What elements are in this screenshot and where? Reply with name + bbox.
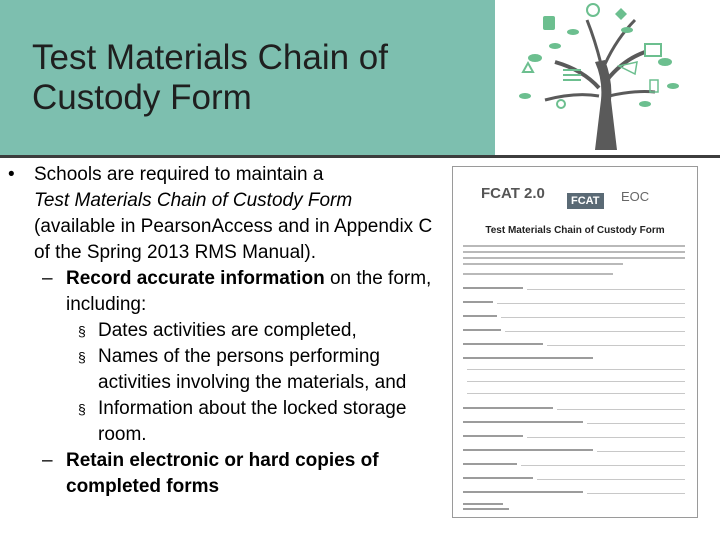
list-item: Information about the locked storage room. bbox=[98, 398, 407, 445]
form-field-line bbox=[537, 479, 685, 480]
sub-bullet-retain bbox=[0, 448, 440, 500]
square-marker: § bbox=[78, 349, 86, 365]
tree-icon bbox=[495, 0, 720, 155]
form-field-line bbox=[527, 289, 685, 290]
availability-text: (available in PearsonAccess and in Appendix C of the Spring 2013 RMS Manual). bbox=[34, 216, 433, 263]
fcat-logo: FCAT bbox=[567, 193, 604, 209]
education-tree-graphic bbox=[495, 0, 720, 155]
form-field-label bbox=[463, 329, 501, 331]
list-item: Dates activities are completed, bbox=[98, 320, 357, 341]
custody-form-image bbox=[452, 166, 698, 518]
form-field-line bbox=[467, 393, 685, 394]
form-field-line bbox=[557, 409, 685, 410]
bullet-list bbox=[0, 162, 440, 500]
bullet-item-requirement bbox=[0, 162, 440, 266]
record-bold-text: Record accurate information bbox=[66, 268, 325, 289]
form-field-label bbox=[463, 477, 533, 479]
form-field-label bbox=[463, 463, 517, 465]
form-field-label bbox=[463, 407, 553, 409]
list-item: Names of the persons performing activities involving the materials, and bbox=[98, 346, 407, 393]
form-name-text: Test Materials Chain of Custody Form bbox=[34, 190, 353, 211]
sub-bullet-record bbox=[0, 266, 440, 318]
form-field-line bbox=[587, 493, 685, 494]
eoc-logo: EOC bbox=[621, 189, 650, 204]
form-text-line bbox=[463, 251, 685, 253]
form-field-label bbox=[463, 357, 593, 359]
header-divider bbox=[0, 155, 720, 158]
form-field-label bbox=[463, 343, 543, 345]
form-field-line bbox=[467, 381, 685, 382]
record-rest-text: on the form, including: bbox=[66, 268, 432, 315]
sub-sub-bullet-dates bbox=[0, 318, 440, 344]
square-marker: § bbox=[78, 401, 86, 417]
form-field-line bbox=[527, 437, 685, 438]
form-text-line bbox=[463, 273, 613, 275]
form-field-line bbox=[547, 345, 685, 346]
square-marker: § bbox=[78, 323, 86, 339]
fcat2-logo: FCAT 2.0 bbox=[481, 185, 545, 202]
form-field-line bbox=[501, 317, 685, 318]
form-footer-text bbox=[463, 508, 509, 510]
form-field-label bbox=[463, 435, 523, 437]
sub-sub-bullet-storage bbox=[0, 396, 440, 448]
form-field-line bbox=[467, 369, 685, 370]
form-field-label bbox=[463, 315, 497, 317]
retain-bold-text: Retain electronic or hard copies of completed forms bbox=[66, 450, 379, 497]
form-field-label bbox=[463, 421, 583, 423]
form-field-line bbox=[587, 423, 685, 424]
form-text-line bbox=[463, 245, 685, 247]
form-logos bbox=[481, 185, 681, 215]
form-field-line bbox=[521, 465, 685, 466]
dash-marker: – bbox=[42, 268, 53, 289]
form-field-label bbox=[463, 301, 493, 303]
sub-sub-bullet-names bbox=[0, 344, 440, 396]
bullet-marker: • bbox=[8, 164, 15, 185]
form-field-line bbox=[497, 303, 685, 304]
form-footer-text bbox=[463, 503, 503, 505]
form-text-line bbox=[463, 263, 623, 265]
slide-title: Test Materials Chain of Custody Form bbox=[32, 38, 388, 117]
form-field-line bbox=[597, 451, 685, 452]
form-field-label bbox=[463, 287, 523, 289]
form-field-label bbox=[463, 449, 593, 451]
form-text-line bbox=[463, 257, 685, 259]
form-field-line bbox=[505, 331, 685, 332]
form-field-label bbox=[463, 491, 583, 493]
bullet-text: Schools are required to maintain a bbox=[34, 164, 324, 185]
form-heading: Test Materials Chain of Custody Form bbox=[485, 225, 665, 236]
dash-marker: – bbox=[42, 450, 53, 471]
